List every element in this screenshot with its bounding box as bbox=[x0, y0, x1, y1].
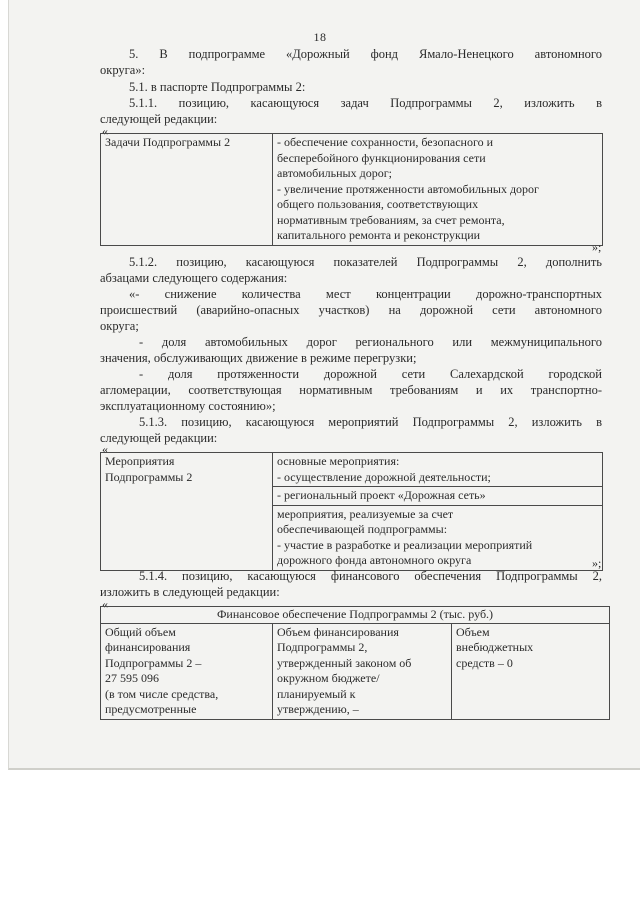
tasks-line: нормативным требованиям, за счет ремонта, bbox=[277, 212, 505, 227]
measures-line: обеспечивающей подпрограммы: bbox=[277, 522, 448, 536]
finance-extrabudget-line: Объем bbox=[456, 624, 490, 639]
section-5-1-2-line10: эксплуатационному состоянию»; bbox=[100, 399, 276, 413]
finance-total-amount: 27 595 096 bbox=[105, 671, 159, 685]
measures-label-line: Мероприятия bbox=[105, 454, 175, 468]
tasks-content bbox=[273, 134, 603, 246]
section-5-1-4-line1: 5.1.4. позицию, касающуюся финансового обеспечения Подпрограммы 2, bbox=[139, 569, 602, 583]
section-5-1-2-line1: 5.1.2. позицию, касающуюся показателей Подпрограммы 2, дополнить bbox=[129, 255, 602, 269]
quote-close-1: »; bbox=[592, 240, 602, 254]
section-5-1-1-line1: 5.1.1. позицию, касающуюся задач Подпрограммы 2, изложить в bbox=[129, 96, 602, 110]
quote-close-2: »; bbox=[592, 556, 602, 570]
finance-total-line: Общий объем bbox=[105, 624, 176, 639]
quote-open-1: « bbox=[102, 124, 108, 138]
finance-budget-line: Объем финансирования bbox=[277, 624, 399, 639]
measures-line: - региональный проект «Дорожная сеть» bbox=[277, 488, 486, 502]
measures-block-main bbox=[273, 453, 603, 487]
finance-extrabudget bbox=[452, 623, 610, 719]
section-5-1-2-line2: абзацами следующего содержания: bbox=[100, 271, 288, 285]
quote-open-2: « bbox=[102, 442, 108, 456]
measures-block-project bbox=[273, 487, 603, 506]
quote-open-3: « bbox=[102, 597, 108, 611]
tasks-line: автомобильных дорог; bbox=[277, 166, 392, 180]
section-5-1-3-line2: следующей редакции: bbox=[100, 431, 218, 445]
tasks-table bbox=[100, 133, 603, 246]
tasks-line: бесперебойного функционирования сети bbox=[277, 150, 486, 165]
finance-table bbox=[100, 606, 610, 720]
finance-header: Финансовое обеспечение Подпрограммы 2 (тыс. руб.) bbox=[101, 607, 610, 624]
section-5-1-2-line9: агломерации, соответствующая нормативным требованиям и их транспортно- bbox=[100, 383, 602, 397]
section-5-1-1-line2: следующей редакции: bbox=[100, 112, 218, 126]
tasks-line: капитального ремонта и реконструкции bbox=[277, 228, 481, 242]
measures-line: - осуществление дорожной деятельности; bbox=[277, 469, 491, 484]
section-5-1-4-line2: изложить в следующей редакции: bbox=[100, 585, 280, 599]
measures-block-support bbox=[273, 505, 603, 570]
tasks-label: Задачи Подпрограммы 2 bbox=[101, 134, 273, 246]
finance-budget bbox=[273, 623, 452, 719]
measures-line: мероприятия, реализуемые за счет bbox=[277, 506, 454, 521]
measures-line: - участие в разработке и реализации мероприятий bbox=[277, 537, 533, 552]
section-5-1-2-line6: - доля автомобильных дорог регионального или межмуниципального bbox=[139, 335, 602, 349]
finance-total-line: финансирования bbox=[105, 640, 191, 654]
tasks-line: общего пользования, соответствующих bbox=[277, 197, 479, 211]
finance-total bbox=[101, 623, 273, 719]
section-5-1: 5.1. в паспорте Подпрограммы 2: bbox=[129, 80, 306, 94]
finance-budget-line: окружном бюджете/ bbox=[277, 671, 380, 685]
measures-label bbox=[101, 453, 273, 571]
finance-budget-line: планируемый к bbox=[277, 686, 356, 701]
section-5-line1: 5. В подпрограмме «Дорожный фонд Ямало-Ненецкого автономного bbox=[129, 47, 602, 61]
measures-line: дорожного фонда автономного округа bbox=[277, 553, 472, 567]
page-number: 18 bbox=[313, 30, 327, 44]
section-5-line2: округа»: bbox=[100, 63, 146, 77]
finance-budget-line: Подпрограммы 2, bbox=[277, 640, 368, 654]
section-5-1-2-line5: округа; bbox=[100, 319, 139, 333]
finance-budget-line: утверждению, – bbox=[277, 702, 359, 716]
section-5-1-2-line8: - доля протяженности дорожной сети Салехардской городской bbox=[139, 367, 602, 381]
finance-budget-line: утвержденный законом об bbox=[277, 655, 412, 670]
section-5-1-2-line4: происшествий (аварийно-опасных участков) на дорожной сети автономного bbox=[100, 303, 602, 317]
measures-line: основные мероприятия: bbox=[277, 454, 400, 468]
section-5-1-3-line1: 5.1.3. позицию, касающуюся мероприятий Подпрограммы 2, изложить в bbox=[139, 415, 602, 429]
finance-total-line: Подпрограммы 2 – bbox=[105, 655, 202, 670]
section-5-1-2-line3: «- снижение количества мест концентрации дорожно-транспортных bbox=[129, 287, 602, 301]
finance-extrabudget-line: внебюджетных bbox=[456, 640, 534, 654]
tasks-line: - увеличение протяженности автомобильных дорог bbox=[277, 181, 539, 196]
section-5-1-2-line7: значения, обслуживающих движение в режиме перегрузки; bbox=[100, 351, 417, 365]
finance-total-line: предусмотренные bbox=[105, 702, 197, 716]
finance-total-line: (в том числе средства, bbox=[105, 686, 219, 701]
finance-extrabudget-line: средств – 0 bbox=[456, 655, 513, 670]
measures-table bbox=[100, 452, 603, 571]
measures-label-line: Подпрограммы 2 bbox=[105, 469, 193, 484]
tasks-line: - обеспечение сохранности, безопасного и bbox=[277, 135, 493, 149]
